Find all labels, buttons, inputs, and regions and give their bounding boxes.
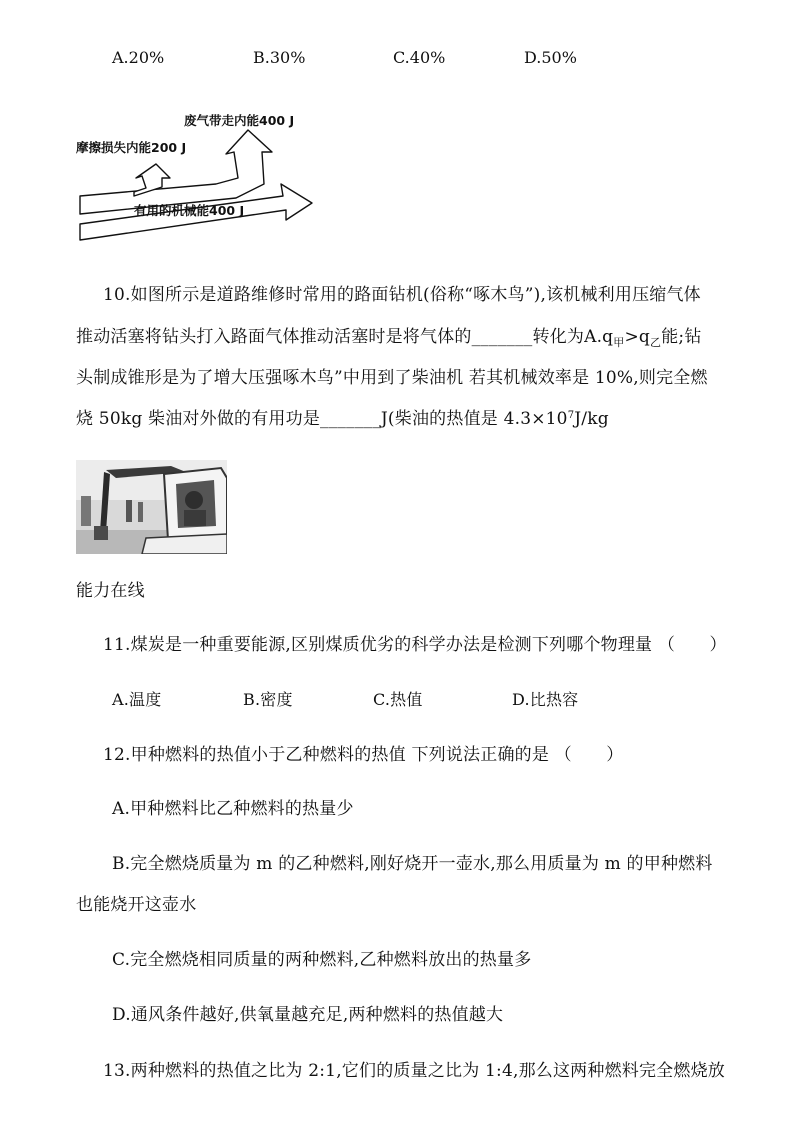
- subscript-jia: 甲: [613, 336, 625, 349]
- q11-options: [112, 689, 672, 713]
- q10-line-2-mid: >q: [624, 327, 650, 347]
- road-drill-photo: [76, 460, 227, 554]
- q10-line-4-text: 烧 50kg 柴油对外做的有用功是_______J(柴油的热值是 4.3×10: [76, 409, 568, 429]
- useful-label: 有用的机械能400 J: [134, 203, 245, 218]
- q10-line-2: [76, 326, 702, 350]
- q9-option-d[interactable]: D.50%: [524, 48, 577, 67]
- q12-option-d[interactable]: D.通风条件越好,供氧量越充足,两种燃料的热值越大: [112, 1005, 504, 1025]
- q11-stem: 11.煤炭是一种重要能源,区别煤质优劣的科学办法是检测下列哪个物理量 （ ）: [103, 635, 727, 655]
- q9-option-a[interactable]: A.20%: [112, 48, 165, 67]
- q9-options: [112, 48, 712, 72]
- q9-option-c[interactable]: C.40%: [393, 48, 446, 67]
- section-heading: 能力在线: [76, 581, 145, 601]
- q10-line-2-end: 能;钻: [661, 327, 702, 347]
- q12-option-a[interactable]: A.甲种燃料比乙种燃料的热量少: [112, 799, 354, 819]
- q12-option-b-line-1[interactable]: B.完全燃烧质量为 m 的乙种燃料,刚好烧开一壶水,那么用质量为 m 的甲种燃料: [112, 854, 713, 874]
- q12-option-c[interactable]: C.完全燃烧相同质量的两种燃料,乙种燃料放出的热量多: [112, 950, 532, 970]
- superscript-exponent: 7: [567, 410, 575, 421]
- q11-option-a[interactable]: A.温度: [112, 690, 162, 709]
- q11-option-b[interactable]: B.密度: [243, 690, 293, 709]
- friction-label: 摩擦损失内能200 J: [76, 140, 187, 155]
- q10-line-4-unit: J/kg: [574, 409, 609, 429]
- subscript-yi: 乙: [650, 336, 662, 349]
- q10-line-4: [76, 408, 609, 433]
- q11-option-d[interactable]: D.比热容: [512, 690, 579, 709]
- q12-stem: 12.甲种燃料的热值小于乙种燃料的热值 下列说法正确的是 （ ）: [103, 745, 624, 765]
- q10-line-1: 10.如图所示是道路维修时常用的路面钻机(俗称“啄木鸟”),该机械利用压缩气体: [103, 285, 701, 305]
- q13-stem: 13.两种燃料的热值之比为 2:1,它们的质量之比为 1:4,那么这两种燃料完全燃烧放: [103, 1061, 725, 1081]
- q9-option-b[interactable]: B.30%: [253, 48, 306, 67]
- q10-line-3: 头制成锥形是为了增大压强啄木鸟”中用到了柴油机 若其机械效率是 10%,则完全燃: [76, 368, 708, 388]
- q12-option-b-line-2[interactable]: 也能烧开这壶水: [76, 895, 197, 915]
- q11-option-c[interactable]: C.热值: [373, 690, 423, 709]
- q10-line-2-text: 推动活塞将钻头打入路面气体推动活塞时是将气体的_______转化为A.q: [76, 327, 614, 347]
- exhaust-label: 废气带走内能400 J: [184, 113, 295, 128]
- energy-flow-diagram: [76, 108, 338, 248]
